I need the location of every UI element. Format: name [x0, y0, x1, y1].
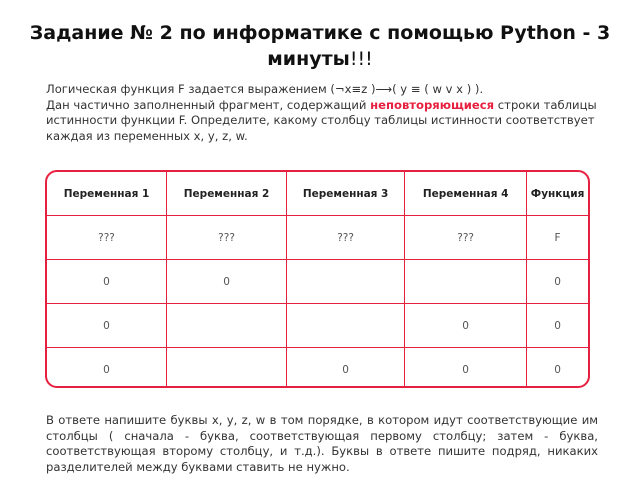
table-header-row — [47, 172, 588, 216]
answer-instructions: В ответе напишите буквы x, y, z, w в том порядке, в котором идут соответствующие им столбцы ( сначала - буква, соответствующая первому столбцу; затем - буква, соответствующая второму столбцу, и т.д.). Буквы в ответе пишите подряд, никаких разделителей между буквами ставить не нужно. — [46, 413, 598, 474]
table-cell: 0 — [405, 304, 527, 348]
table-cell: ??? — [167, 216, 287, 260]
table-cell: ??? — [47, 216, 167, 260]
table-row — [47, 348, 588, 389]
table-cell — [287, 304, 405, 348]
column-header: Функция — [527, 172, 588, 216]
title-main: Задание № 2 по информатике с помощью Python - 3 минуты — [29, 22, 611, 70]
title-bang: !!! — [349, 48, 373, 70]
truth-table — [45, 170, 590, 388]
column-header: Переменная 2 — [167, 172, 287, 216]
table-cell: 0 — [527, 260, 588, 304]
table-cell: 0 — [167, 260, 287, 304]
table-row — [47, 260, 588, 304]
table-cell: F — [527, 216, 588, 260]
table-cell — [405, 260, 527, 304]
table-row — [47, 304, 588, 348]
column-header: Переменная 4 — [405, 172, 527, 216]
column-header: Переменная 3 — [287, 172, 405, 216]
description-part: строки таблицы истинности функции F. Определите, какому столбцу таблицы истинности соответствует каждая из переменных x, y, z, w. — [46, 97, 597, 143]
table-cell: 0 — [47, 304, 167, 348]
table-cell: 0 — [405, 348, 527, 389]
page-title — [0, 20, 640, 72]
expression-line: Логическая функция F задается выражением (¬x≡z )⟶( y ≡ ( w v x ) ). — [46, 82, 484, 96]
table-cell: ??? — [287, 216, 405, 260]
highlight-text: неповторяющиеся — [370, 97, 495, 112]
table-row — [47, 216, 588, 260]
table-cell — [287, 260, 405, 304]
table-cell: 0 — [47, 260, 167, 304]
table-cell — [167, 348, 287, 389]
table-cell: ??? — [405, 216, 527, 260]
column-header: Переменная 1 — [47, 172, 167, 216]
table-cell: 0 — [527, 348, 588, 389]
table-cell: 0 — [287, 348, 405, 389]
description-line — [46, 98, 606, 145]
table-cell: 0 — [527, 304, 588, 348]
task-description — [46, 82, 606, 144]
table-cell — [167, 304, 287, 348]
description-part: Дан частично заполненный фрагмент, содержащий — [46, 97, 371, 112]
table-cell: 0 — [47, 348, 167, 389]
